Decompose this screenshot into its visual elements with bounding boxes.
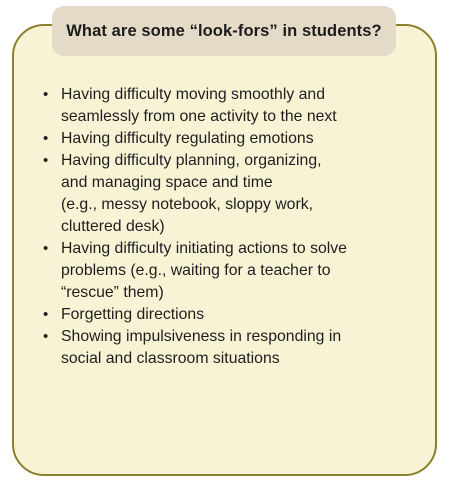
- box-title: What are some “look-fors” in students?: [66, 21, 382, 40]
- bullet-icon: •: [43, 152, 49, 169]
- list-item-text: [61, 150, 413, 238]
- list-item-text: [61, 84, 413, 128]
- list-item-line: “rescue” them): [61, 284, 164, 301]
- list-item-line: Having difficulty initiating actions to solve: [61, 240, 347, 257]
- list-item-line: Forgetting directions: [61, 306, 205, 323]
- bullet-icon: •: [43, 328, 49, 345]
- bullet-icon: •: [43, 130, 49, 147]
- list-item-line: Having difficulty moving smoothly and: [61, 86, 325, 103]
- list-item-text: [61, 238, 413, 304]
- list-item-line: Showing impulsiveness in responding in: [61, 328, 342, 345]
- list-item: [43, 326, 413, 370]
- list-item: [43, 84, 413, 128]
- bullet-icon: •: [43, 86, 49, 103]
- list-item: [43, 128, 413, 150]
- list-item-line: problems (e.g., waiting for a teacher to: [61, 262, 331, 279]
- list-item-text: [61, 128, 413, 150]
- list-item-line: seamlessly from one activity to the next: [61, 108, 337, 125]
- list-item-line: social and classroom situations: [61, 350, 280, 367]
- list-item-text: [61, 326, 413, 370]
- list-item: [43, 238, 413, 304]
- list-item-line: (e.g., messy notebook, sloppy work,: [61, 196, 313, 213]
- bullet-icon: •: [43, 306, 49, 323]
- look-fors-list: [43, 84, 413, 370]
- title-tab: [52, 6, 396, 56]
- list-item-line: Having difficulty planning, organizing,: [61, 152, 322, 169]
- list-item-text: [61, 304, 413, 326]
- list-item-line: Having difficulty regulating emotions: [61, 130, 314, 147]
- list-item-line: and managing space and time: [61, 174, 273, 191]
- list-item-line: cluttered desk): [61, 218, 165, 235]
- bullet-icon: •: [43, 240, 49, 257]
- list-item: [43, 150, 413, 238]
- list-item: [43, 304, 413, 326]
